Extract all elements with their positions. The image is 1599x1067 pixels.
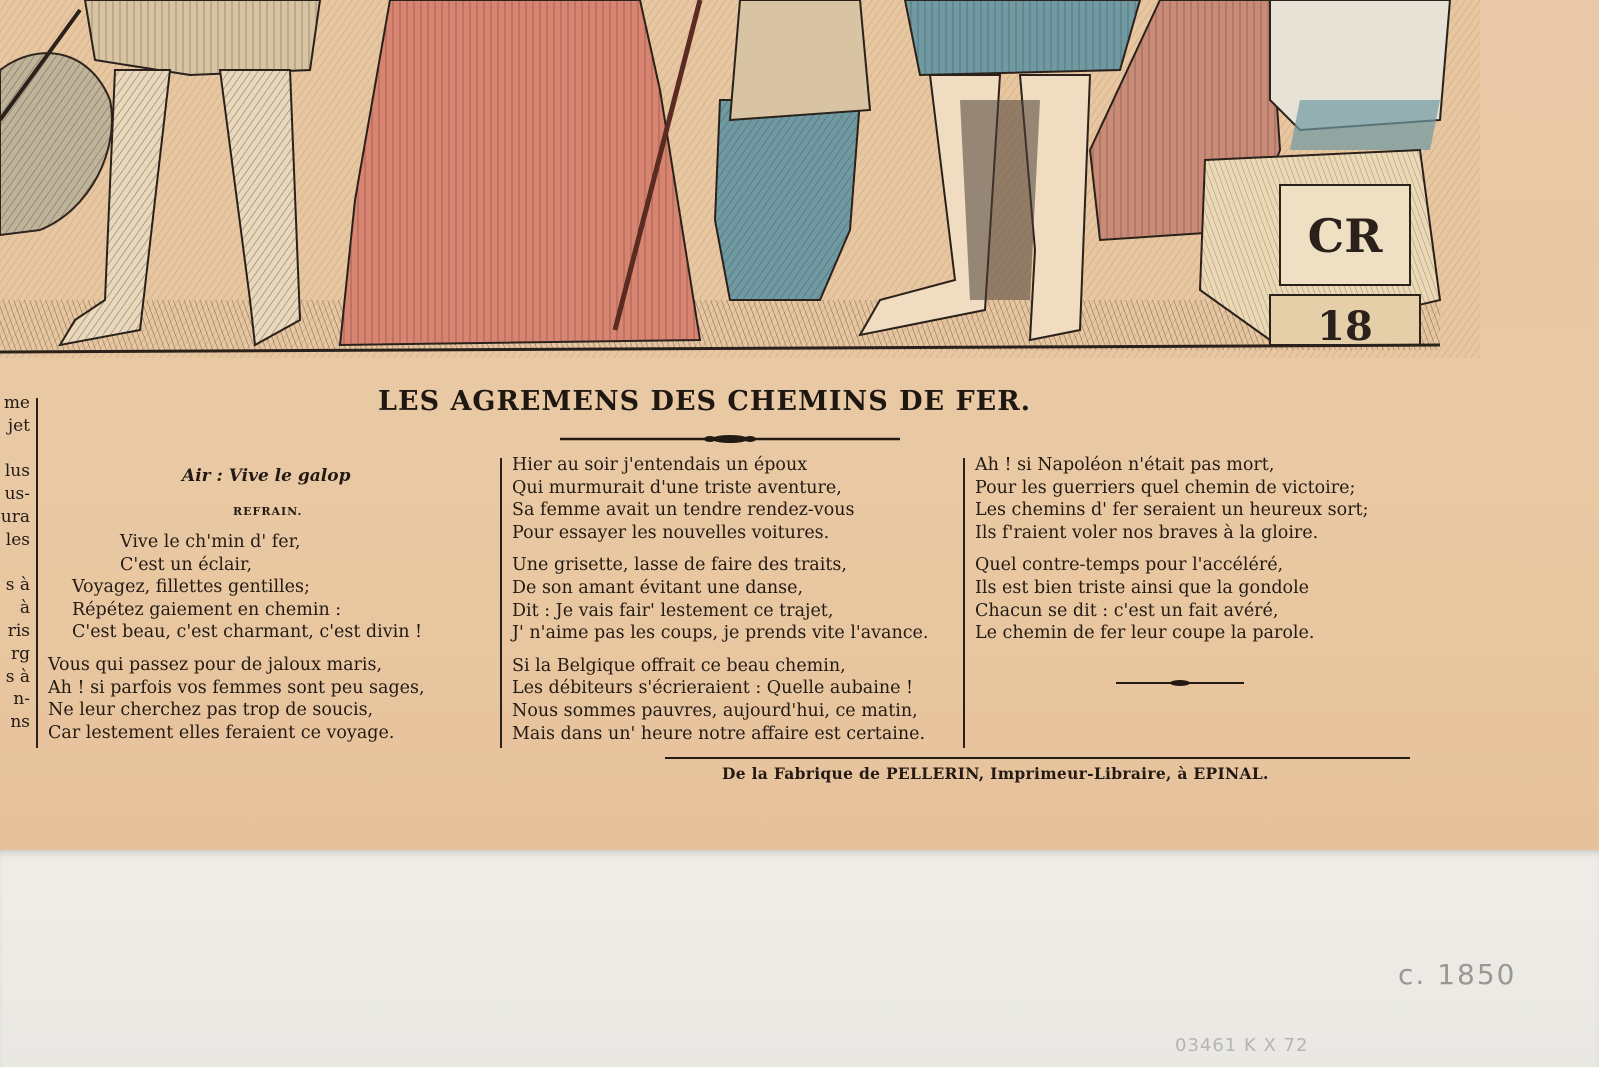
fragment-line: à <box>19 598 30 619</box>
verse-line: Quel contre-temps pour l'accéléré, <box>975 555 1284 576</box>
verse-line: Ah ! si parfois vos femmes sont peu sages, <box>48 677 425 698</box>
fragment-line: jet <box>7 415 30 436</box>
printer-imprint: De la Fabrique de PELLERIN, Imprimeur-Libraire, à EPINAL. <box>722 764 1269 783</box>
column-3 <box>975 454 1369 645</box>
verse-line: Pour essayer les nouvelles voitures. <box>512 522 830 543</box>
fragment-line: ris <box>7 620 30 641</box>
verse-line: Ne leur cherchez pas trop de soucis, <box>48 700 374 721</box>
fragment-line <box>0 438 30 461</box>
verse-line: Car lestement elles feraient ce voyage. <box>48 722 395 743</box>
mount-board <box>0 850 1599 1067</box>
verse-line: Ah ! si Napoléon n'était pas mort, <box>975 455 1275 475</box>
engraving-illustration <box>0 0 1480 358</box>
verse-line: Si la Belgique offrait ce beau chemin, <box>512 655 846 676</box>
verse-line: Vive le ch'min d' fer, <box>120 532 301 552</box>
column-divider <box>36 398 38 748</box>
verse-line: Vous qui passez pour de jaloux maris, <box>48 654 383 675</box>
verse-line: Ils f'raient voler nos braves à la gloire. <box>975 522 1319 543</box>
verse-line: C'est un éclair, <box>120 554 253 575</box>
verse-line: Répétez gaiement en chemin : <box>72 599 342 620</box>
fragment-line: us- <box>4 484 30 505</box>
fragment-line: ns <box>10 712 30 733</box>
title-ornament <box>560 433 900 445</box>
column-divider <box>500 458 502 748</box>
verse-line: Chacun se dit : c'est un fait avéré, <box>975 600 1279 621</box>
song-title: LES AGREMENS DES CHEMINS DE FER. <box>378 386 1032 417</box>
column-2 <box>512 454 928 745</box>
crate-numbers: 18 <box>1317 303 1373 350</box>
fragment-line: n- <box>13 689 30 710</box>
fragment-line: rg <box>10 643 30 664</box>
verse-line: Le chemin de fer leur coupe la parole. <box>975 623 1315 644</box>
verse-line: Voyagez, fillettes gentilles; <box>72 577 310 598</box>
verse-line: Sa femme avait un tendre rendez-vous <box>512 500 855 521</box>
crate-letters: CR <box>1307 209 1383 263</box>
verse-line: Les débiteurs s'écrieraient : Quelle aubaine ! <box>512 678 914 699</box>
refrain-label: REFRAIN. <box>233 505 303 518</box>
pencil-date-note: c. 1850 <box>1398 958 1517 991</box>
verse-line: Les chemins d' fer seraient un heureux sort; <box>975 500 1369 521</box>
column-1 <box>48 531 425 744</box>
engraving-figures <box>0 0 1480 358</box>
verse-line: Mais dans un' heure notre affaire est certaine. <box>512 723 926 744</box>
verse-line: Dit : Je vais fair' lestement ce trajet, <box>512 600 834 621</box>
printer-rule <box>665 757 1410 759</box>
fragment-line: s à <box>5 666 30 687</box>
verse-line: Qui murmurait d'une triste aventure, <box>512 477 842 498</box>
fragment-line <box>0 552 30 575</box>
fragment-line: les <box>5 529 30 550</box>
verse-line: Hier au soir j'entendais un époux <box>512 455 808 475</box>
verse-line: Pour les guerriers quel chemin de victoire; <box>975 477 1356 498</box>
fragment-line: s à <box>5 575 30 596</box>
verse-line: Ils est bien triste ainsi que la gondole <box>975 577 1310 598</box>
verse-line: Nous sommes pauvres, aujourd'hui, ce matin, <box>512 700 918 721</box>
fragment-line: lus <box>4 461 30 482</box>
tune-indication: Air : Vive le galop <box>182 466 351 486</box>
pencil-inventory-note: 03461 K X 72 <box>1175 1035 1309 1056</box>
verse-line: C'est beau, c'est charmant, c'est divin ! <box>72 622 423 643</box>
fragment-line: ura <box>0 506 30 527</box>
left-column-fragments <box>0 392 30 734</box>
verse-line: Une grisette, lasse de faire des traits, <box>512 555 847 576</box>
fragment-line: me <box>3 393 30 413</box>
closing-ornament <box>1116 678 1244 688</box>
verse-line: J' n'aime pas les coups, je prends vite l'avance. <box>512 623 929 644</box>
column-divider <box>963 458 965 748</box>
verse-line: De son amant évitant une danse, <box>512 577 804 598</box>
